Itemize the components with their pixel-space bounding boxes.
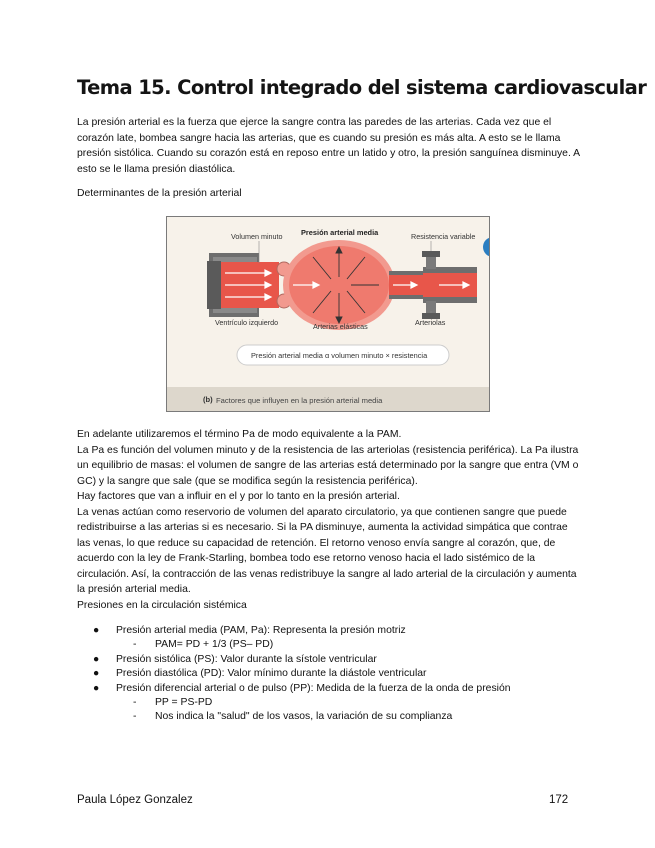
bullet-icon: ● [93,668,100,680]
label-arterias: Arterias elásticas [313,322,368,331]
bullet-icon: ● [93,653,100,665]
list-subitem [93,710,511,724]
blue-edge-marker [483,237,489,257]
list-item-text: Presión arterial media (PAM, Pa): Representa la presión motriz [116,625,406,636]
formula-text: Presión arterial media α volumen minuto × resistencia [251,351,428,360]
label-volumen-minuto: Volumen minuto [231,232,283,241]
label-presion-arterial: Presión arterial media [301,228,379,237]
list-item-text: Presión diastólica (PD): Valor mínimo durante la diástole ventricular [116,668,427,680]
figure-caption-tag: (b) [203,395,213,404]
pressures-heading: Presiones en la circulación sistémica [77,600,247,611]
body-text: En adelante utilizaremos el término Pa de modo equivalente a la PAM. La Pa es función del volumen minuto y de la resistencia de las arteriolas (resistencia periférica). La Pa ilustra un equilibrio de masas: el volumen de sangre de las arterias está determinado por la sangre que entra (VM o GC) y la sangre que sale (que se modifica según la resistencia periférica). Hay factores que van a influir en el y por lo tanto en la presión arterial. La venas actúan como reservorio de volumen del aparato circulatorio, ya que contienen sangre que puede redistribuirse a las arterias si es necesario. Si la PA disminuye, aumenta la actividad simpática que contrae las venas, lo que reduce su capacidad de retención. El retorno venoso envía sangre al corazón, que, de acuerdo con la ley de Frank-Starling, bombea todo ese retorno venoso hacia el lado sistémico de la circulación. Así, la contracción de las venas redistribuye la sangre al lado arterial de la circulación y aumenta la presión arterial media. [77,429,579,595]
resistance-clamp-top [426,257,436,269]
label-ventriculo: Ventrículo izquierdo [215,318,279,327]
bullet-icon: ● [93,682,100,694]
list-item-text: Presión sistólica (PS): Valor durante la sístole ventricular [116,653,377,665]
dash-icon: - [133,711,137,723]
figure-caption: Factores que influyen en la presión arterial media [216,396,383,405]
label-resistencia: Resistencia variable [411,232,476,241]
bullet-icon: ● [93,625,100,636]
blood-pressure-figure [166,216,490,412]
pressure-diagram [167,217,489,411]
dash-icon: - [133,697,137,709]
list-subitem-text: PAM= PD + 1/3 (PS– PD) [155,639,274,651]
list-item [93,667,511,681]
ventricle-piston [207,261,221,309]
list-item [93,624,511,638]
label-arteriolas: Arteriolas [415,318,446,327]
list-subitem [93,638,511,652]
list-subitem-text: Nos indica la "salud" de los vasos, la variación de su complianza [155,711,453,723]
list-item [93,682,511,696]
page-number: 172 [549,794,569,806]
footer-author: Paula López Gonzalez [77,794,193,806]
determinants-heading: Determinantes de la presión arterial [77,188,242,199]
intro-paragraph: La presión arterial es la fuerza que ejerce la sangre contra las paredes de las arterias. Cada vez que el corazón late, bombea sangre hacia las arterias, que es cuando su presión es más alta. A esto se le llama presión sistólica. Cuando su corazón está en reposo entre un latido y otro, la presión sanguínea disminuye. A esto se le llama presión diastólica. [77,117,580,175]
list-item [93,653,511,667]
list-subitem [93,696,511,710]
dash-icon: - [133,639,137,651]
list-subitem-text: PP = PS-PD [155,697,213,709]
list-item-text: Presión diferencial arterial o de pulso (PP): Medida de la fuerza de la onda de presión [116,682,511,694]
page-title: Tema 15. Control integrado del sistema cardiovascular [77,76,647,99]
pressure-list [93,624,511,725]
